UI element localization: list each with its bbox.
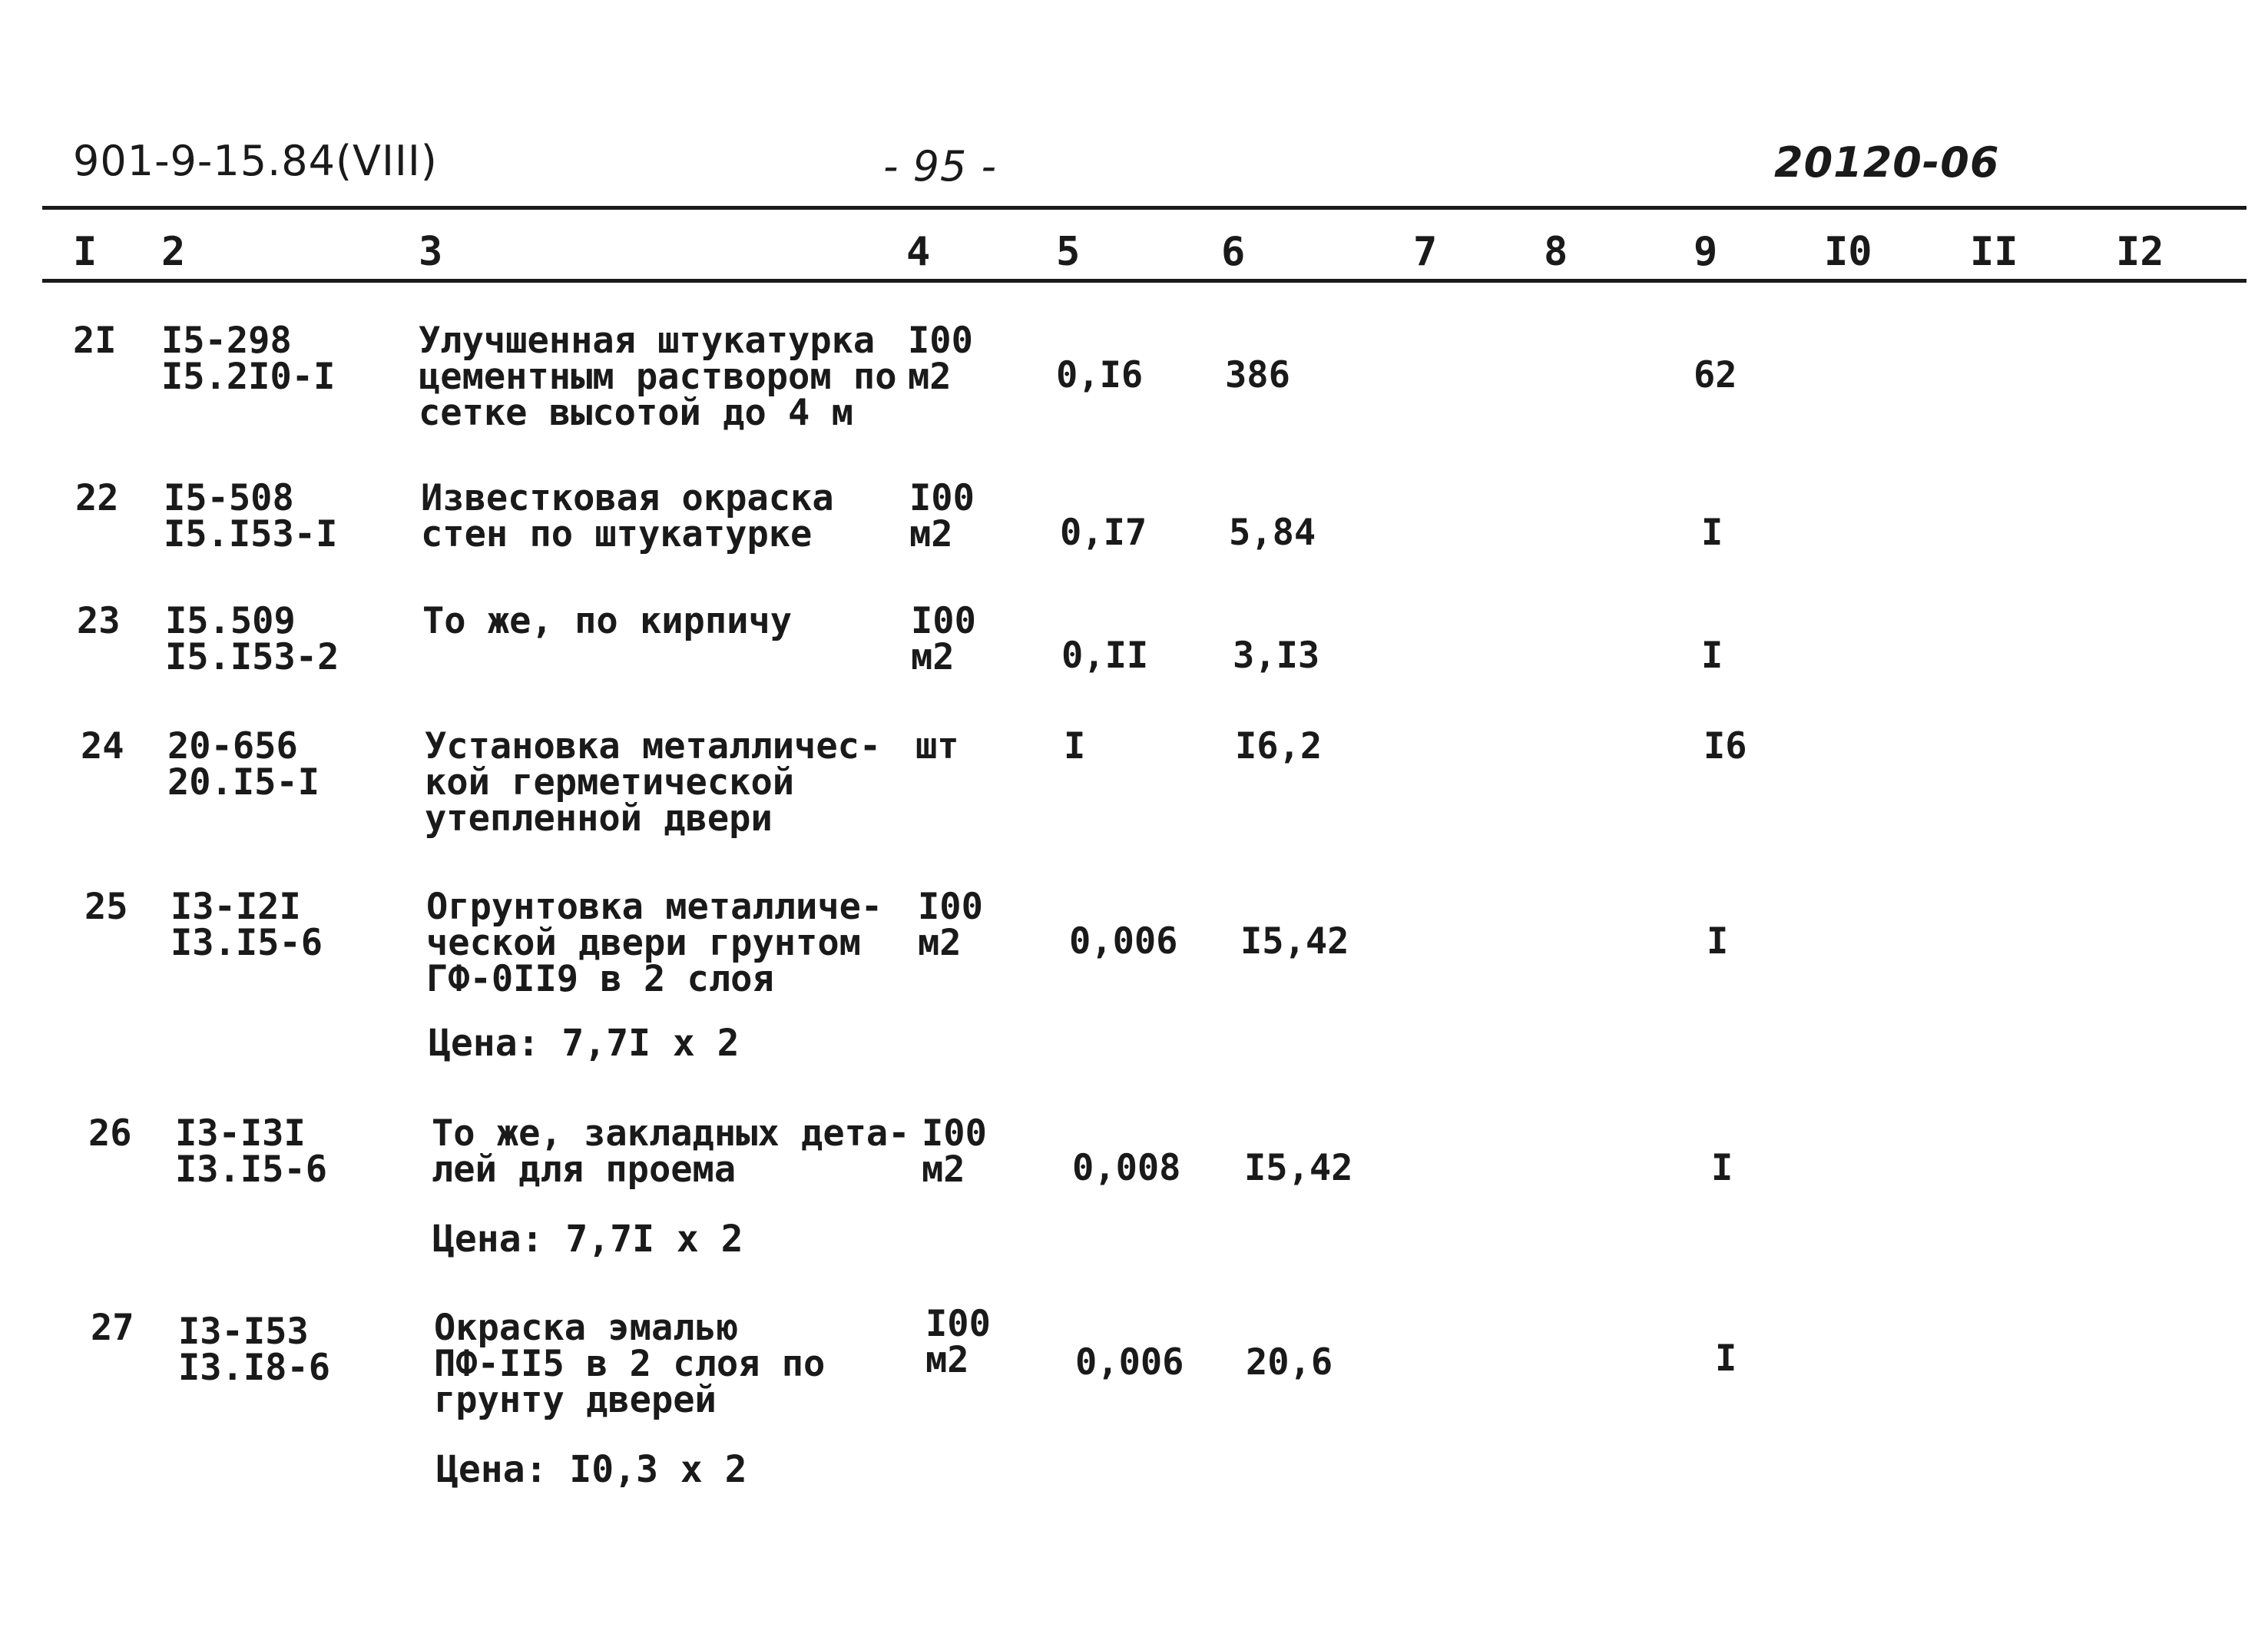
work-description: То же, закладных дета- лей для проема	[432, 1112, 910, 1191]
column-number-9: 9	[1694, 229, 1718, 275]
column-number-5: 5	[1056, 229, 1081, 275]
price-note: Цена: 7,7I x 2	[429, 1022, 740, 1065]
quantity: I	[1064, 725, 1086, 767]
column-number-12: I2	[2116, 229, 2164, 275]
price-note: Цена: 7,7I x 2	[432, 1218, 743, 1261]
column-9-value: I	[1701, 512, 1723, 554]
document-number: 20120-06	[1774, 138, 2000, 187]
quantity: 0,006	[1075, 1341, 1184, 1384]
column-number-3: 3	[419, 229, 443, 275]
unit-price: I6,2	[1235, 725, 1323, 767]
unit-price: 386	[1225, 354, 1290, 396]
column-number-8: 8	[1544, 229, 1568, 275]
quantity: 0,008	[1072, 1147, 1181, 1189]
row-number: 24	[81, 725, 124, 767]
unit-price: 3,I3	[1233, 635, 1320, 677]
work-description: Установка металличес- кой герметической утепленной двери	[425, 725, 882, 840]
norm-codes: I5-508 I5.I53-I	[164, 477, 338, 555]
unit-price: 20,6	[1246, 1341, 1333, 1384]
quantity: 0,II	[1061, 635, 1149, 677]
norm-codes: I5-298 I5.2I0-I	[161, 320, 336, 398]
page-number: - 95 -	[883, 142, 998, 191]
row-number: 26	[88, 1112, 132, 1155]
unit-price: I5,42	[1240, 920, 1349, 963]
quantity: 0,I6	[1056, 354, 1144, 396]
unit: I00 м2	[908, 320, 973, 398]
quantity: 0,I7	[1060, 512, 1147, 554]
unit-price: 5,84	[1229, 512, 1316, 554]
column-number-1: I	[73, 229, 98, 275]
project-code: 901-9-15.84(VIII)	[73, 137, 438, 185]
row-number: 22	[75, 477, 119, 519]
row-number: 25	[84, 886, 128, 928]
row-number: 27	[91, 1307, 134, 1349]
work-description: Огрунтовка металличе- ческой двери грунтом ГФ-0II9 в 2 слоя	[426, 886, 883, 1000]
column-number-2: 2	[161, 229, 186, 275]
table-header-rule	[42, 279, 2246, 283]
unit: I00 м2	[922, 1112, 987, 1191]
work-description: Известковая окраска стен по штукатурке	[421, 477, 834, 555]
row-number: 23	[77, 600, 121, 642]
unit: I00 м2	[909, 477, 975, 555]
unit-price: I5,42	[1244, 1147, 1353, 1189]
column-number-4: 4	[906, 229, 931, 275]
quantity: 0,006	[1069, 920, 1178, 963]
unit: I00 м2	[925, 1303, 991, 1381]
price-note: Цена: I0,3 x 2	[436, 1448, 747, 1491]
column-9-value: I	[1701, 635, 1723, 677]
row-number: 2I	[73, 320, 117, 362]
work-description: То же, по кирпичу	[422, 600, 793, 642]
table-top-rule	[42, 206, 2246, 210]
column-9-value: I	[1715, 1337, 1737, 1380]
column-9-value: 62	[1694, 354, 1737, 396]
column-number-6: 6	[1221, 229, 1246, 275]
norm-codes: I5.509 I5.I53-2	[165, 600, 339, 678]
unit: I00 м2	[911, 600, 976, 678]
work-description: Улучшенная штукатурка цементным раствором по сетке высотой до 4 м	[419, 320, 897, 434]
work-description: Окраска эмалью ПФ-II5 в 2 слоя по грунту дверей	[434, 1307, 826, 1421]
column-number-11: II	[1970, 229, 2018, 275]
column-9-value: I	[1711, 1147, 1733, 1189]
column-9-value: I	[1707, 920, 1729, 963]
norm-codes: I3-I2I I3.I5-6	[171, 886, 323, 964]
column-number-10: I0	[1824, 229, 1872, 275]
unit: шт	[915, 725, 959, 767]
column-number-7: 7	[1413, 229, 1438, 275]
unit: I00 м2	[918, 886, 983, 964]
norm-codes: I3-I3I I3.I5-6	[175, 1112, 328, 1191]
norm-codes: I3-I53 I3.I8-6	[178, 1311, 331, 1389]
norm-codes: 20-656 20.I5-I	[167, 725, 320, 804]
column-9-value: I6	[1703, 725, 1747, 767]
